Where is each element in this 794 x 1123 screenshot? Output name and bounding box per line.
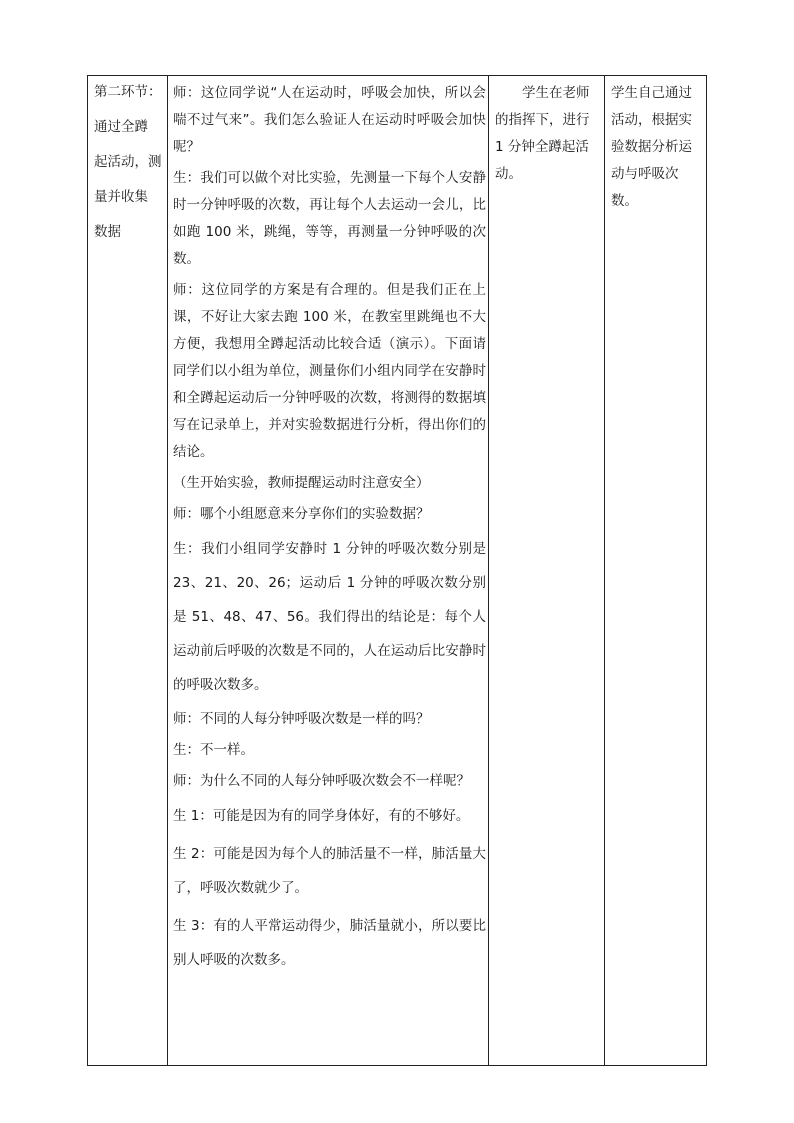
lesson-plan-table — [87, 75, 707, 1066]
stage-cell — [88, 76, 168, 1065]
student-activity-text: 学生在老师的指挥下，进行 1 分钟全蹲起活动。 — [495, 85, 590, 182]
teacher-activity-cell — [168, 76, 489, 1065]
stage-line: 数据 — [94, 224, 121, 240]
dialogue-paragraph: 生 3：有的人平常运动得少，肺活量就小，所以要比别人呼吸的次数多。 — [173, 918, 486, 968]
stage-line: 起活动，测 — [94, 154, 162, 170]
stage-line: 量并收集 — [94, 189, 148, 205]
dialogue-paragraph: 生 2：可能是因为每个人的肺活量不一样，肺活量大了，呼吸次数就少了。 — [173, 846, 486, 896]
design-intent-cell — [605, 76, 706, 1065]
design-intent-text: 学生自己通过活动，根据实验数据分析运动与呼吸次数。 — [611, 85, 692, 209]
dialogue-paragraph: （生开始实验，教师提醒运动时注意安全） — [173, 475, 430, 491]
dialogue-paragraph: 师：不同的人每分钟呼吸次数是一样的吗？ — [173, 711, 430, 727]
dialogue-paragraph: 师：为什么不同的人每分钟呼吸次数会不一样呢？ — [173, 773, 470, 789]
dialogue-paragraph: 师：哪个小组愿意来分享你们的实验数据？ — [173, 506, 430, 522]
stage-line: 第二环节： — [94, 84, 162, 100]
dialogue-paragraph: 生：不一样。 — [173, 742, 254, 758]
stage-line: 通过全蹲 — [94, 119, 148, 135]
dialogue-paragraph: 师：这位同学说“人在运动时，呼吸会加快，所以会喘不过气来”。我们怎么验证人在运动时呼吸会加快呢？ — [173, 85, 486, 155]
dialogue-paragraph: 生：我们小组同学安静时 1 分钟的呼吸次数分别是 23、21、20、26；运动后 1 分钟的呼吸次数分别是 51、48、47、56。我们得出的结论是：每个人运动前后呼吸的次数是不同的，人在运动后比安静时的呼吸次数多。 — [173, 541, 486, 693]
dialogue-paragraph: 生 1：可能是因为有的同学身体好，有的不够好。 — [173, 808, 470, 824]
dialogue-paragraph: 师：这位同学的方案是有合理的。但是我们正在上课，不好让大家去跑 100 米，在教室里跳绳也不大方便，我想用全蹲起活动比较合适（演示）。下面请同学们以小组为单位，测量你们小组内同学在安静时和全蹲起运动后一分钟呼吸的次数，将测得的数据填写在记录单上，并对实验数据进行分析，得出你们的结论。 — [173, 282, 486, 460]
student-activity-cell — [489, 76, 605, 1065]
dialogue-paragraph: 生：我们可以做个对比实验，先测量一下每个人安静时一分钟呼吸的次数，再让每个人去运动一会儿，比如跑 100 米，跳绳，等等，再测量一分钟呼吸的次数。 — [173, 170, 486, 267]
